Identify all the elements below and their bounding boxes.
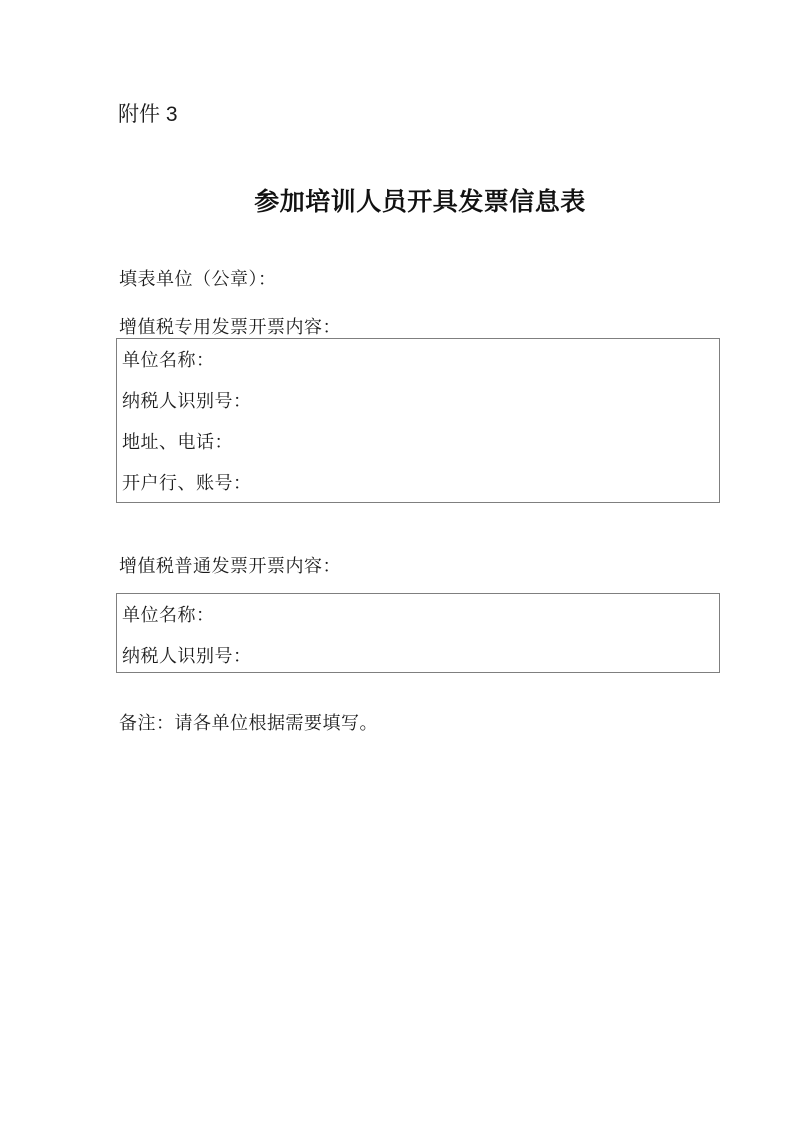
vat-ordinary-invoice-box — [116, 593, 720, 673]
field-bank-account[interactable]: 开户行、账号： — [122, 473, 252, 493]
vat-special-invoice-box — [116, 338, 720, 503]
page-title: 参加培训人员开具发票信息表 — [254, 189, 586, 216]
vat-special-invoice-heading: 增值税专用发票开票内容： — [119, 317, 341, 337]
remark-note: 备注：请各单位根据需要填写。 — [119, 713, 378, 733]
field-address-phone[interactable]: 地址、电话： — [122, 432, 233, 452]
vat-ordinary-invoice-heading: 增值税普通发票开票内容： — [119, 556, 341, 576]
field-taxpayer-id[interactable]: 纳税人识别号： — [122, 391, 252, 411]
field-taxpayer-id[interactable]: 纳税人识别号： — [122, 646, 252, 666]
filler-unit-seal-label: 填表单位（公章）： — [119, 269, 277, 289]
field-unit-name[interactable]: 单位名称： — [122, 350, 215, 370]
attachment-number-label: 附件 3 — [118, 103, 178, 126]
field-unit-name[interactable]: 单位名称： — [122, 605, 215, 625]
